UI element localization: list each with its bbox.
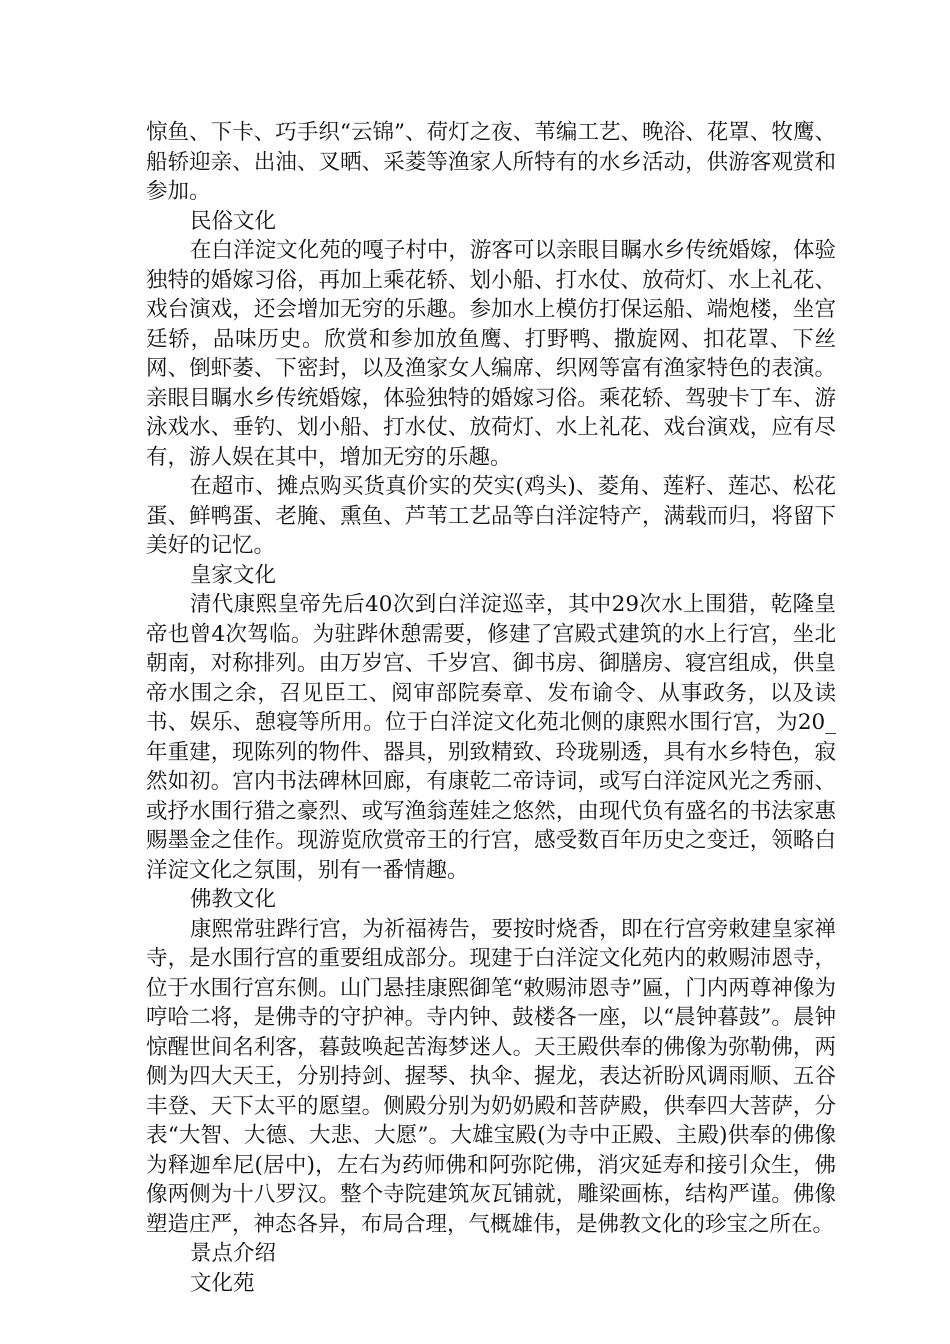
- heading-royal-culture: 皇家文化: [190, 562, 277, 588]
- heading-buddhist-culture: 佛教文化: [190, 887, 277, 912]
- paragraph-water-activities: 惊鱼、下卡、巧手织“云锦”、荷灯之夜、苇编工艺、晚浴、花罩、牧鹰、船轿迎亲、出油、叉晒、采菱等渔家人所特有的水乡活动，供游客观赏和参加。: [146, 120, 836, 204]
- heading-scenic-spots: 景点介绍: [190, 1241, 277, 1266]
- paragraph-specialties: 在超市、摊点购买货真价实的芡实(鸡头)、菱角、莲籽、莲芯、松花蛋、鲜鸭蛋、老腌、熏鱼、芦苇工艺品等白洋淀特产，满载而归，将留下美好的记忆。: [146, 474, 836, 558]
- paragraph-royal-culture: 清代康熙皇帝先后40次到白洋淀巡幸，其中29次水上围猎，乾隆皇帝也曾4次驾临。为驻跸休憩需要，修建了宫殿式建筑的水上行宫，坐北朝南，对称排列。由万岁宫、千岁宫、御书房、御膳房、寝宫组成，供皇帝水围之余，召见臣工、阅审部院奏章、发布谕令、从事政务，以及读书、娱乐、憩寝等所用。位于白洋淀文化苑北侧的康熙水围行宫，为20_年重建，现陈列的物件、器具，别致精致、玲珑剔透，具有水乡特色，寂然如初。宫内书法碑林回廊，有康乾二帝诗词，或写白洋淀风光之秀丽、或抒水围行猎之豪烈、或写渔翁莲娃之悠然，由现代负有盛名的书法家惠赐墨金之佳作。现游览欣赏帝王的行宫，感受数百年历史之变迁，领略白洋淀文化之氛围，别有一番情趣。: [146, 592, 836, 883]
- paragraph-folk-culture: 在白洋淀文化苑的嘎子村中，游客可以亲眼目瞩水乡传统婚嫁，体验独特的婚嫁习俗，再加上乘花轿、划小船、打水仗、放荷灯、水上礼花、戏台演戏，还会增加无穷的乐趣。参加水上模仿打保运船、端炮楼，坐宫廷轿，品味历史。欣赏和参加放鱼鹰、打野鸭、撒旋网、扣花罩、下丝网、倒虾萎、下密封，以及渔家女人编席、织网等富有渔家特色的表演。亲眼目瞩水乡传统婚嫁，体验独特的婚嫁习俗。乘花轿、驾驶卡丁车、游泳戏水、垂钓、划小船、打水仗、放荷灯、水上礼花、戏台演戏，应有尽有，游人娱在其中，增加无穷的乐趣。: [146, 238, 836, 470]
- document-page: [146, 118, 836, 1298]
- heading-folk-culture: 民俗文化: [190, 208, 277, 234]
- paragraph-buddhist-culture: 康熙常驻跸行宫，为祈福祷告，要按时烧香，即在行宫旁敕建皇家禅寺，是水围行宫的重要组成部分。现建于白洋淀文化苑内的敕赐沛恩寺，位于水围行宫东侧。山门悬挂康熙御笔“敕赐沛恩寺”匾，门内两尊神像为哼哈二将，是佛寺的守护神。寺内钟、鼓楼各一座，以“晨钟暮鼓”。晨钟惊醒世间名利客，暮鼓唤起苦海梦迷人。天王殿供奉的佛像为弥勒佛，两侧为四大天王，分别持剑、握琴、执伞、握龙，表达祈盼风调雨顺、五谷丰登、天下太平的愿望。侧殿分别为奶奶殿和菩萨殿，供奉四大菩萨，分表“大智、大德、大悲、大愿”。大雄宝殿(为寺中正殿、主殿)供奉的佛像为释迦牟尼(居中)，左右为药师佛和阿弥陀佛，消灾延寿和接引众生，佛像两侧为十八罗汉。整个寺院建筑灰瓦铺就，雕梁画栋，结构严谨。佛像塑造庄严，神态各异，布局合理，气概雄伟，是佛教文化的珍宝之所在。: [146, 916, 836, 1237]
- heading-culture-garden: 文化苑: [190, 1270, 255, 1296]
